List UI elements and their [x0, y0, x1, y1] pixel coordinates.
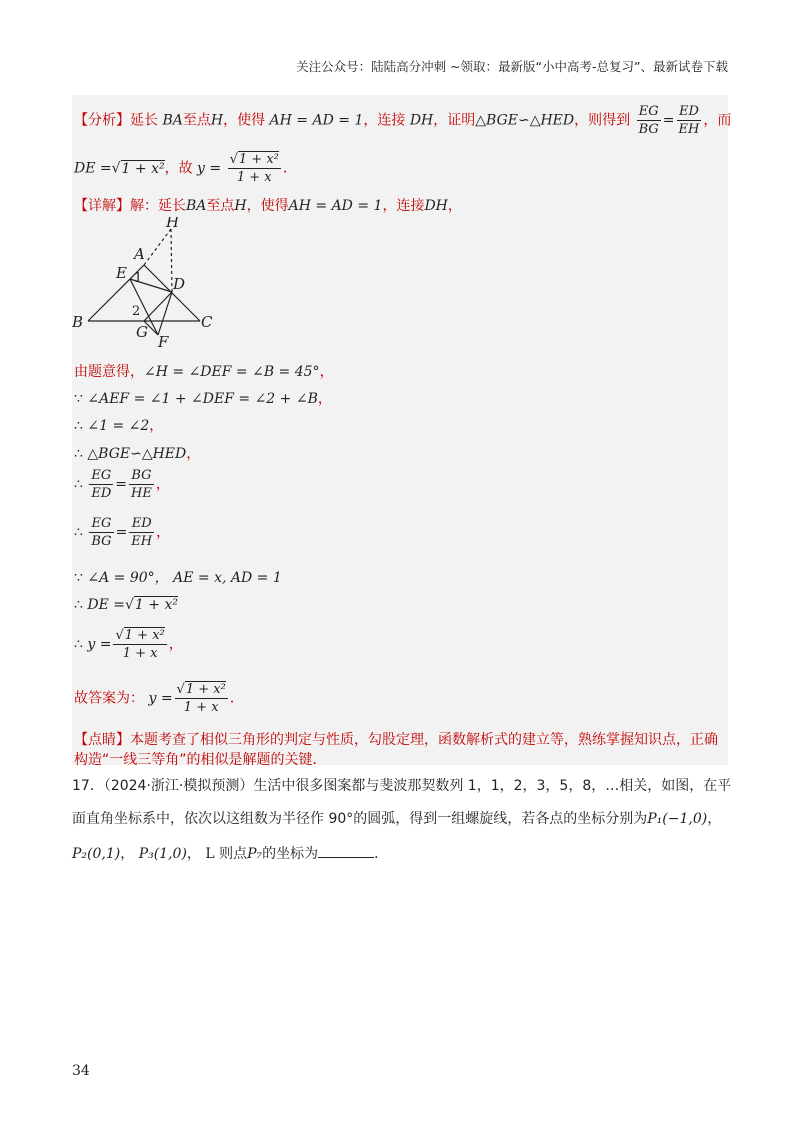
- comment-line-1: 【点睛】本题考查了相似三角形的判定与性质，勾股定理，函数解析式的建立等，熟练掌握知识点，正确: [74, 732, 718, 748]
- step-4: ∴ △BGE∽△HED，: [74, 446, 201, 462]
- step-3: ∴ ∠1 = ∠2，: [74, 418, 164, 434]
- geometry-figure: [72, 217, 222, 347]
- fraction-ed-eh: $\frac{ED}{EH}$: [678, 104, 700, 137]
- detail-tag: 【详解】: [74, 198, 130, 214]
- analysis-tag: 【分析】: [74, 112, 130, 129]
- answer-line: 故答案为： y = $\frac{\text{√1 + x²}}{1 + x}$ ．: [74, 682, 244, 715]
- label-c: C: [201, 313, 213, 331]
- label-b: B: [72, 313, 84, 331]
- solution-box: [72, 95, 732, 768]
- segment-ah-dashed: [144, 229, 171, 265]
- step-6: ∴ $\frac{EG}{BG}$ = $\frac{ED}{EH}$ ，: [74, 516, 171, 549]
- label-h: H: [166, 217, 180, 231]
- comment-line-2: 构造“一线三等角”的相似是解题的关键．: [74, 752, 327, 768]
- page-number: 34: [72, 1063, 90, 1079]
- step-2: ∵ ∠AEF = ∠1 + ∠DEF = ∠2 + ∠B，: [74, 391, 332, 407]
- step-8: ∴ DE =√1 + x²: [74, 597, 178, 613]
- fraction-eg-bg: $\frac{EG}{BG}$: [638, 104, 659, 137]
- detail-line: 【详解】解：延长BA至点H，使得AH = AD = 1，连接DH，: [74, 198, 462, 214]
- label-g: G: [136, 323, 148, 341]
- question-17-line-2: 面直角坐标系中，依次以这组数为半径作 90°的圆弧，得到一组螺旋线，若各点的坐标分别为P₁(−1,0)，: [72, 811, 722, 827]
- question-17-line-3: P₂(0,1)， P₃(1,0)， L 则点P₇的坐标为 ．: [72, 843, 388, 863]
- page-header: 关注公众号：陆陆高分冲刺 ~领取：最新版“小中高考-总复习”、最新试卷下载: [296, 59, 728, 74]
- label-angle-1: 1: [134, 271, 143, 286]
- step-7: ∵ ∠A = 90°， AE = x, AD = 1: [74, 570, 282, 586]
- label-d: D: [173, 275, 186, 293]
- label-a: A: [134, 245, 145, 263]
- step-9: ∴ y = $\frac{\text{√1 + x²}}{1 + x}$ ，: [74, 628, 183, 661]
- label-f: F: [158, 333, 169, 347]
- answer-blank[interactable]: [318, 843, 374, 858]
- comment-tag: 【点睛】: [74, 732, 130, 748]
- question-17-line-1: 17．（2024·浙江·模拟预测）生活中很多图案都与斐波那契数列 1，1，2，3，5，8，…相关，如图，在平: [72, 778, 732, 794]
- analysis-line-2: DE =√1 + x²，故 y = $\frac{\text{√1 + x²}}{1 + x}$ ．: [74, 152, 297, 185]
- analysis-line-1: 【分析】延长 BA至点H，使得 AH = AD = 1，连接 DH，证明△BGE∽△HED，则得到 $\frac{EG}{BG}$ = $\frac{ED}{EH}$ ，而: [74, 104, 732, 137]
- step-5: ∴ $\frac{EG}{ED}$ = $\frac{BG}{HE}$ ，: [74, 468, 170, 501]
- label-angle-2: 2: [132, 304, 141, 319]
- label-e: E: [116, 264, 127, 282]
- fraction-y: $\frac{\text{√1 + x²}}{1 + x}$: [229, 152, 279, 185]
- segment-hd-dashed: [171, 229, 172, 292]
- step-1: 由题意得，∠H = ∠DEF = ∠B = 45°，: [74, 364, 334, 380]
